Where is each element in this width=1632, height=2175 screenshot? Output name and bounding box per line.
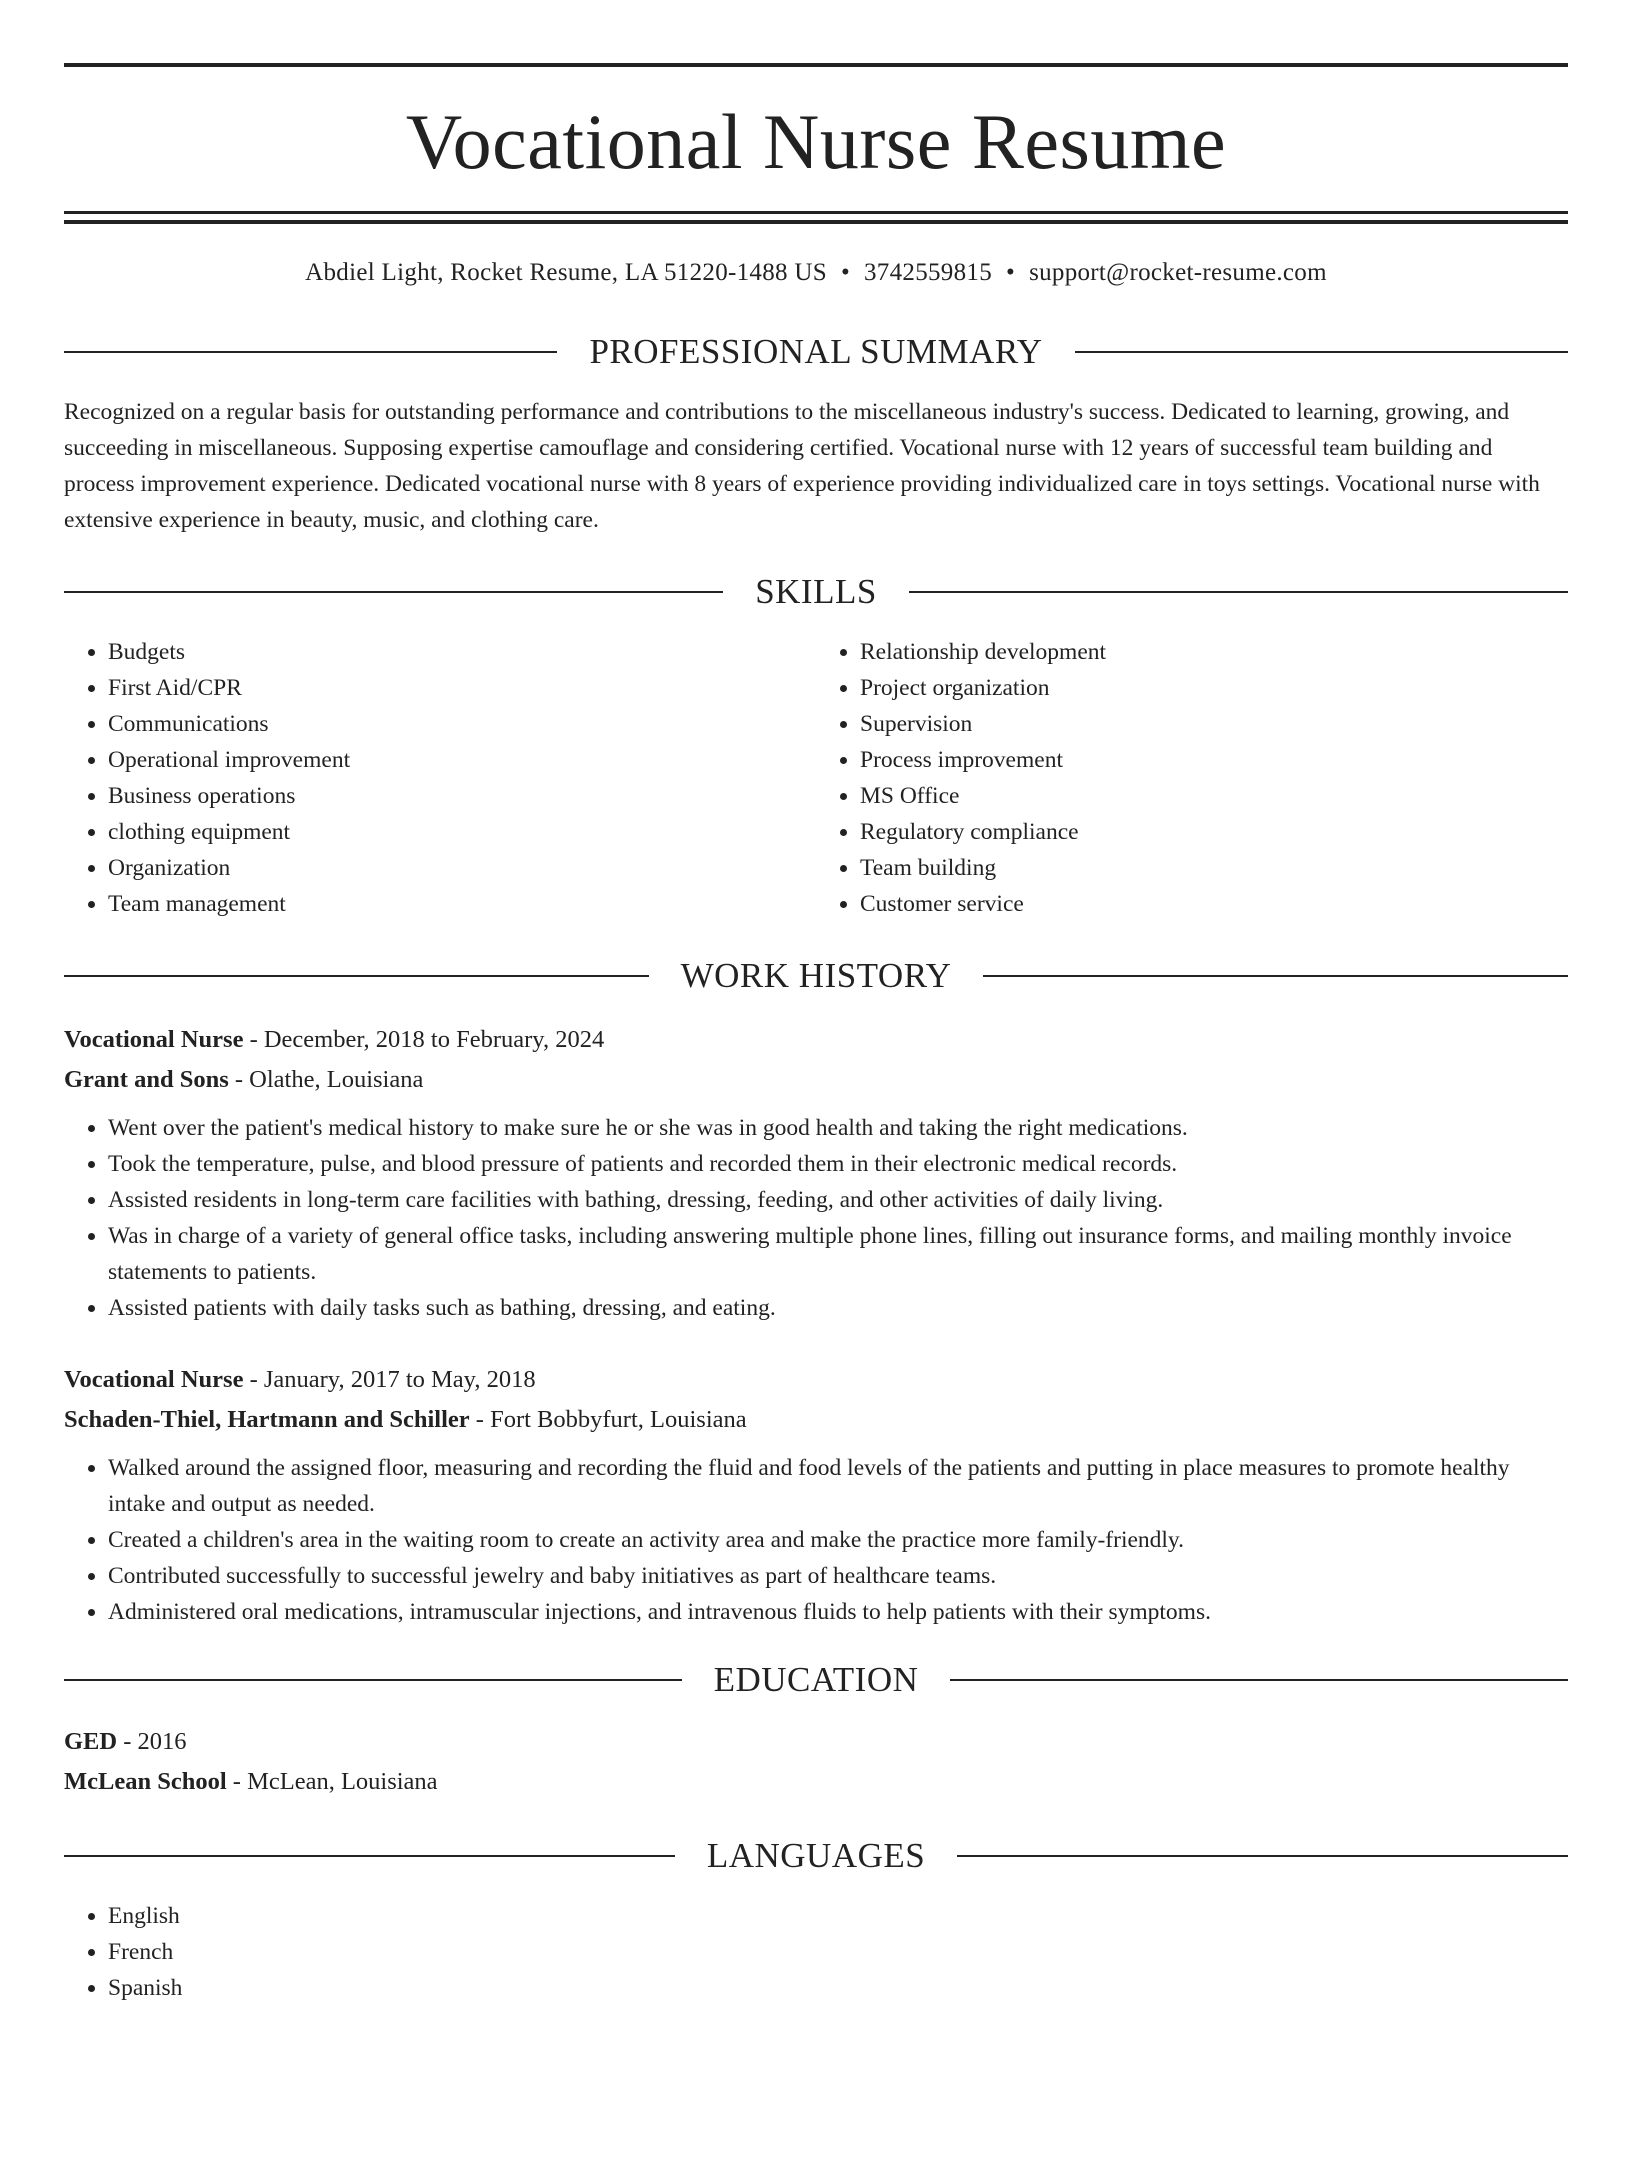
section-title-skills: SKILLS <box>755 572 877 611</box>
divider-line <box>1075 351 1568 353</box>
languages-list <box>64 1898 1568 2006</box>
resume-title: Vocational Nurse Resume <box>405 98 1227 185</box>
job-bullet: • Walked around the assigned floor, measuring and recording the fluid and food levels of the patients and putting in place measures to promote healthy intake and output as needed. <box>108 1450 1568 1522</box>
job-bullet: • Created a children's area in the waiting room to create an activity area and make the practice more family-friendly. <box>108 1522 1568 1558</box>
section-title-work-history: WORK HISTORY <box>680 956 952 995</box>
divider-line <box>64 591 723 593</box>
summary-text: Recognized on a regular basis for outstanding performance and contributions to the miscellaneous industry's success. Dedicated to learning, growing, and succeeding in miscellaneous. Supposing expertise camouflage and considering certified. Vocational nurse with 12 years of successful team building and process improvement experience. Dedicated vocational nurse with 8 years of experience providing individualized care in toys settings. Vocational nurse with extensive experience in beauty, music, and clothing care. <box>64 399 1540 533</box>
education-location: - McLean, Louisiana <box>226 1768 438 1795</box>
job-bullet: • Assisted patients with daily tasks such as bathing, dressing, and eating. <box>108 1290 1568 1326</box>
skill-item: • Customer service <box>860 886 1568 922</box>
skill-item: • MS Office <box>860 778 1568 814</box>
contact-separator: • <box>840 259 850 286</box>
skill-item: • First Aid/CPR <box>108 670 816 706</box>
resume-page <box>0 63 1632 2175</box>
skill-item: • clothing equipment <box>108 814 816 850</box>
skill-item: • Operational improvement <box>108 742 816 778</box>
education-entry <box>64 1722 1568 1802</box>
contact-line <box>64 258 1568 288</box>
skills-list <box>64 634 1568 922</box>
job-bullet: • Assisted residents in long-term care facilities with bathing, dressing, feeding, and other activities of daily living. <box>108 1182 1568 1218</box>
skill-item: • Team building <box>860 850 1568 886</box>
skill-item: • Regulatory compliance <box>860 814 1568 850</box>
section-header-education <box>64 1660 1568 1700</box>
skill-item: • Project organization <box>860 670 1568 706</box>
job-bullets <box>64 1110 1568 1326</box>
divider-line <box>950 1679 1568 1681</box>
skill-item: • Business operations <box>108 778 816 814</box>
job-dates: - December, 2018 to February, 2024 <box>243 1026 605 1053</box>
education-degree: GED <box>64 1728 118 1755</box>
section-title-education: EDUCATION <box>713 1660 919 1699</box>
job-title: Vocational Nurse <box>64 1366 244 1393</box>
skill-item: • Relationship development <box>860 634 1568 670</box>
education-degree-line <box>64 1722 1568 1762</box>
divider-line <box>64 975 649 977</box>
section-header-skills <box>64 572 1568 612</box>
job-bullet: • Took the temperature, pulse, and blood pressure of patients and recorded them in their electronic medical records. <box>108 1146 1568 1182</box>
skills-column-left <box>64 634 816 922</box>
contact-phone: 3742559815 <box>864 259 992 286</box>
job-bullets <box>64 1450 1568 1630</box>
job-bullet: • Went over the patient's medical history to make sure he or she was in good health and taking the right medications. <box>108 1110 1568 1146</box>
job-title-line <box>64 1360 1568 1400</box>
job-company-line <box>64 1400 1568 1440</box>
section-title-languages: LANGUAGES <box>706 1836 926 1875</box>
skill-item: • Budgets <box>108 634 816 670</box>
language-item: • Spanish <box>108 1970 1568 2006</box>
skill-item: • Organization <box>108 850 816 886</box>
section-header-summary <box>64 332 1568 372</box>
job-dates: - January, 2017 to May, 2018 <box>243 1366 536 1393</box>
section-header-work-history <box>64 956 1568 996</box>
contact-separator: • <box>1006 259 1016 286</box>
job-company: Grant and Sons <box>64 1066 229 1093</box>
divider-line <box>909 591 1568 593</box>
title-double-rule <box>64 211 1568 224</box>
contact-address: Abdiel Light, Rocket Resume, LA 51220-1488 US <box>305 259 827 286</box>
job-entry <box>64 1360 1568 1630</box>
job-company-line <box>64 1060 1568 1100</box>
skill-item: • Communications <box>108 706 816 742</box>
divider-line <box>957 1855 1568 1857</box>
skill-item: • Process improvement <box>860 742 1568 778</box>
section-title-summary: PROFESSIONAL SUMMARY <box>589 332 1043 371</box>
section-header-languages <box>64 1836 1568 1876</box>
divider-line <box>64 1679 682 1681</box>
contact-email: support@rocket-resume.com <box>1029 259 1327 286</box>
divider-line <box>983 975 1568 977</box>
education-school-line <box>64 1762 1568 1802</box>
language-item: • English <box>108 1898 1568 1934</box>
language-item: • French <box>108 1934 1568 1970</box>
job-entry <box>64 1020 1568 1326</box>
skills-column-right <box>816 634 1568 922</box>
divider-line <box>64 1855 675 1857</box>
education-year: - 2016 <box>117 1728 187 1755</box>
skill-item: • Supervision <box>860 706 1568 742</box>
job-bullet: • Contributed successfully to successful jewelry and baby initiatives as part of healthcare teams. <box>108 1558 1568 1594</box>
job-bullet: • Administered oral medications, intramuscular injections, and intravenous fluids to help patients with their symptoms. <box>108 1594 1568 1630</box>
job-bullet: • Was in charge of a variety of general office tasks, including answering multiple phone lines, filling out insurance forms, and mailing monthly invoice statements to patients. <box>108 1218 1568 1290</box>
divider-line <box>64 351 557 353</box>
skill-item: • Team management <box>108 886 816 922</box>
job-title: Vocational Nurse <box>64 1026 244 1053</box>
job-location: - Fort Bobbyfurt, Louisiana <box>469 1406 747 1433</box>
job-title-line <box>64 1020 1568 1060</box>
education-school: McLean School <box>64 1768 227 1795</box>
job-location: - Olathe, Louisiana <box>228 1066 424 1093</box>
job-company: Schaden-Thiel, Hartmann and Schiller <box>64 1406 470 1433</box>
